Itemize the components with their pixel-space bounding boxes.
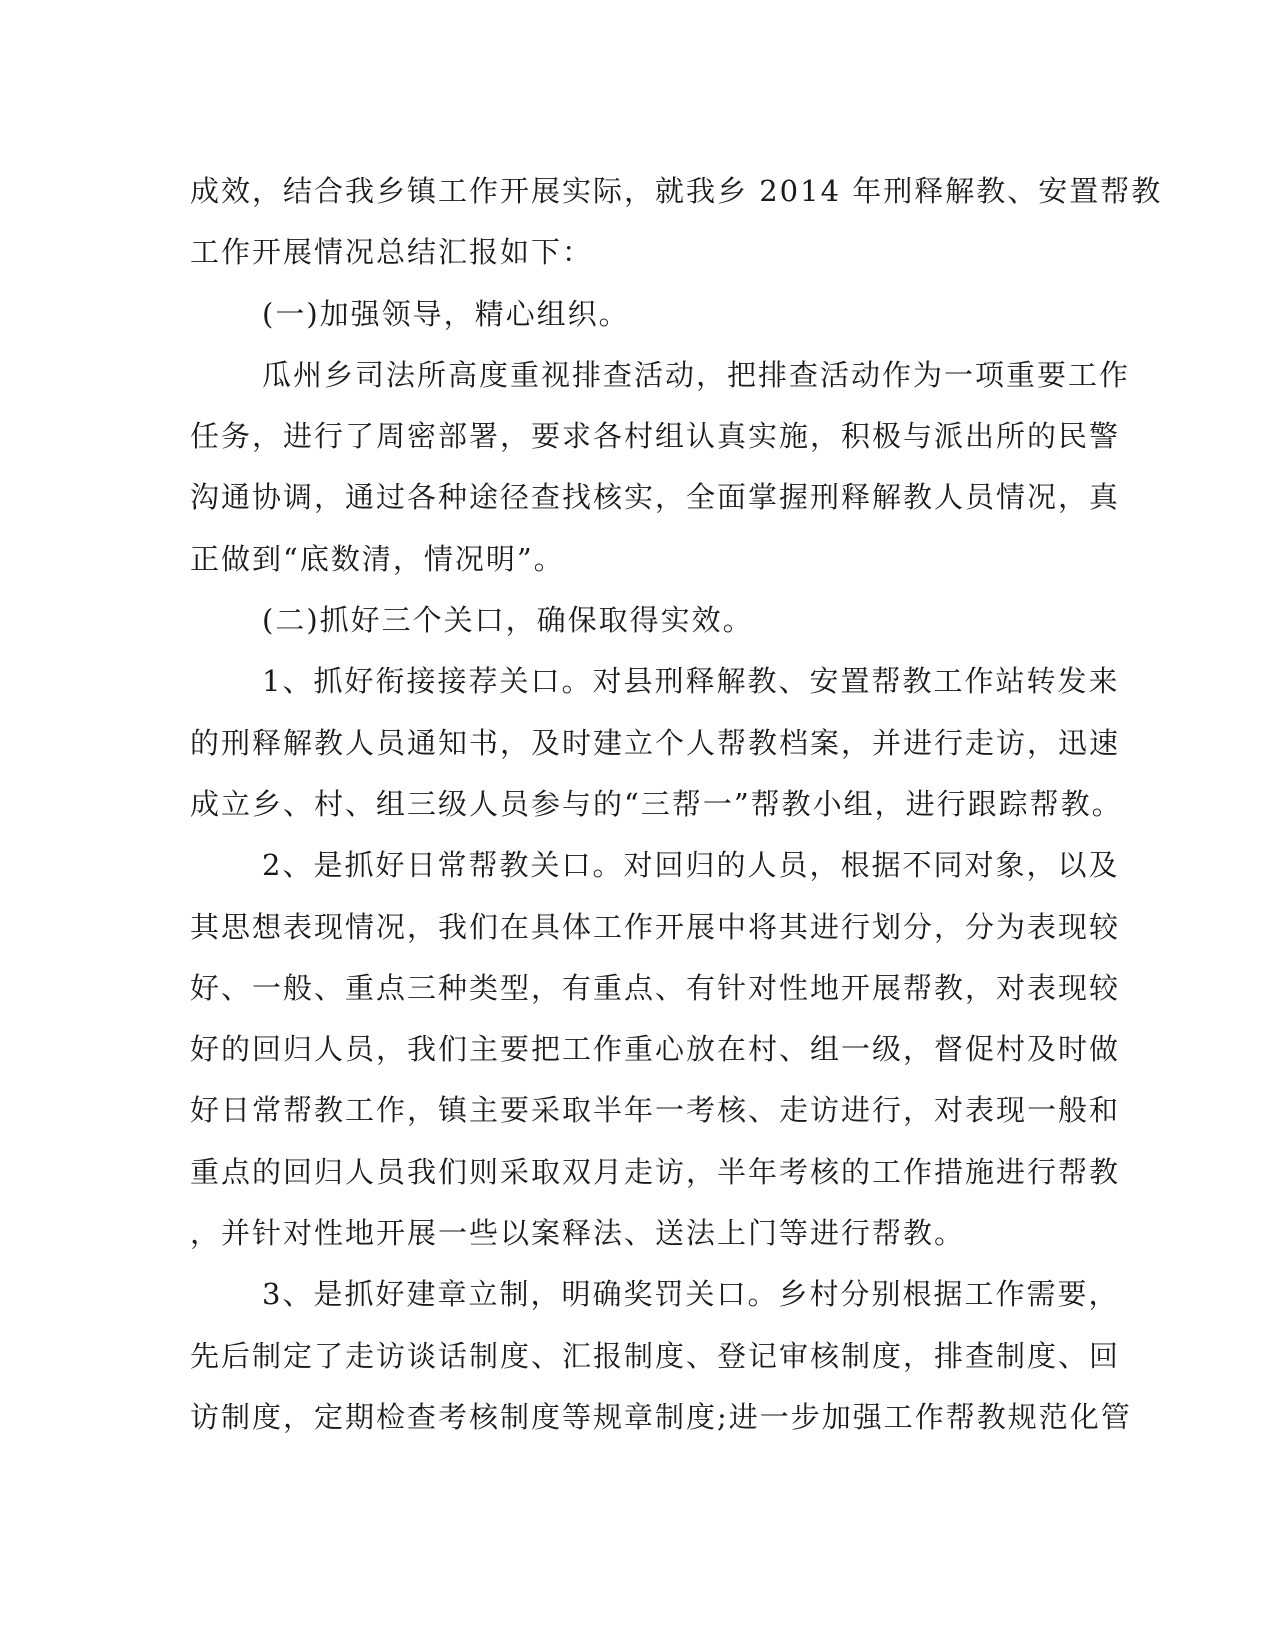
text-line-15: 好的回归人员，我们主要把工作重心放在村、组一级，督促村及时做 <box>190 1032 1121 1067</box>
text-line-7: 正做到“底数清，情况明”。 <box>190 541 565 576</box>
text-line-19: 3、是抓好建章立制，明确奖罚关口。乡村分别根据工作需要， <box>262 1277 1120 1312</box>
text-line-10: 的刑释解教人员通知书，及时建立个人帮教档案，并进行走访，迅速 <box>190 725 1121 760</box>
text-line-16: 好日常帮教工作，镇主要采取半年一考核、走访进行，对表现一般和 <box>190 1093 1121 1128</box>
text-line-1: 成效，结合我乡镇工作开展实际，就我乡 2014 年刑释解教、安置帮教 <box>190 174 1163 208</box>
text-line-11: 成立乡、村、组三级人员参与的“三帮一”帮教小组，进行跟踪帮教。 <box>190 786 1123 821</box>
text-line-21: 访制度，定期检查考核制度等规章制度;进一步加强工作帮教规范化管 <box>190 1399 1132 1434</box>
text-line-5: 任务，进行了周密部署，要求各村组认真实施，积极与派出所的民警 <box>190 419 1121 454</box>
document-body <box>190 161 1163 1448</box>
text-line-20: 先后制定了走访谈话制度、汇报制度、登记审核制度，排查制度、回 <box>190 1338 1121 1373</box>
text-line-17: 重点的回归人员我们则采取双月走访，半年考核的工作措施进行帮教 <box>190 1154 1121 1189</box>
text-line-12: 2、是抓好日常帮教关口。对回归的人员，根据不同对象，以及 <box>262 848 1120 883</box>
text-line-6: 沟通协调，通过各种途径查找核实，全面掌握刑释解教人员情况，真 <box>190 480 1121 515</box>
text-line-9: 1、抓好衔接接荐关口。对县刑释解教、安置帮教工作站转发来 <box>262 664 1120 699</box>
text-line-13: 其思想表现情况，我们在具体工作开展中将其进行划分，分为表现较 <box>190 909 1121 944</box>
text-line-4: 瓜州乡司法所高度重视排查活动，把排查活动作为一项重要工作 <box>262 357 1131 392</box>
text-line-18: ，并针对性地开展一些以案释法、送法上门等进行帮教。 <box>190 1216 966 1251</box>
text-line-14: 好、一般、重点三种类型，有重点、有针对性地开展帮教，对表现较 <box>190 970 1121 1005</box>
text-line-2: 工作开展情况总结汇报如下： <box>190 235 594 270</box>
section-heading-2: (二)抓好三个关口，确保取得实效。 <box>262 603 754 638</box>
section-heading-1: (一)加强领导，精心组织。 <box>262 296 630 331</box>
